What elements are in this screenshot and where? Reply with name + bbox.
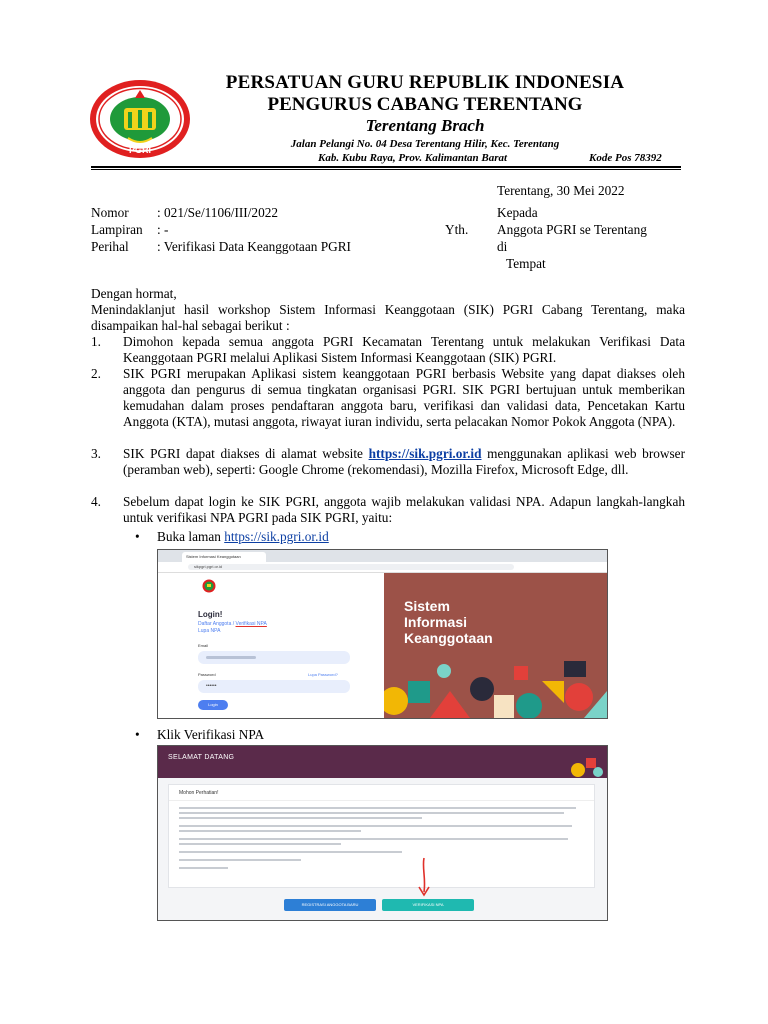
- bullet-text-1: [157, 529, 329, 545]
- bullet1-text: Buka laman: [157, 529, 225, 544]
- welcome-banner: [158, 746, 607, 778]
- meta-value-perihal: : Verifikasi Data Keanggotaan PGRI: [157, 239, 351, 254]
- hero-title-line1: Sistem: [404, 598, 450, 614]
- item-text-2: SIK PGRI merupakan Aplikasi sistem keanggotaan PGRI berbasis Website yang dapat diakses oleh anggota dan pengurus di semua tingkatan organisasi PGRI. SIK PGRI bertujuan untuk memberikan kemudahan dalam proses pendaftaran anggota baru, verifikasi dan validasi data, Pencetakan Kartu Anggota (KTA), mutasi anggota, riwayat iuran individu, serta pelacakan Nomor Pokok Anggota (NPA).: [123, 366, 685, 429]
- address-line1: Jalan Pelangi No. 04 Desa Terentang Hilir, Kec. Terentang: [290, 138, 560, 150]
- org-name-line1: PERSATUAN GURU REPUBLIK INDONESIA: [225, 72, 625, 93]
- meta-label-nomor: Nomor: [91, 205, 129, 220]
- item-text-3: [123, 446, 685, 478]
- item-text-1: Dimohon kepada semua anggota PGRI Kecamatan Terentang untuk melakukan Verifikasi Data Keanggotaan PGRI melalui Aplikasi Sistem Informasi Keanggotaan (SIK) PGRI.: [123, 334, 685, 365]
- login-button[interactable]: Login: [198, 700, 228, 710]
- daftar-anggota-link[interactable]: Daftar Anggota: [198, 621, 232, 627]
- password-input[interactable]: ••••••: [198, 680, 350, 693]
- red-arrow-annotation-icon: [416, 856, 432, 898]
- sik-website-link[interactable]: https://sik.pgri.or.id: [368, 446, 482, 461]
- item-number-1: 1.: [91, 334, 101, 349]
- login-title: Login!: [198, 610, 223, 619]
- intro-paragraph: Menindaklanjut hasil workshop Sistem Informasi Keanggotaan (SIK) PGRI Cabang Terentang, maka disampaikan hal-hal sebagai berikut :: [91, 302, 685, 333]
- browser-address-bar: [158, 562, 607, 573]
- verifikasi-npa-link[interactable]: Verifikasi NPA: [235, 621, 267, 627]
- register-new-member-button[interactable]: REGISTRASI ANGGOTA BARU: [284, 899, 376, 911]
- hero-title-line3: Keanggotaan: [404, 630, 493, 646]
- recipient-di: di: [497, 239, 508, 254]
- bullet-text-2: Klik Verifikasi NPA: [157, 727, 265, 742]
- login-panel: [158, 573, 384, 718]
- hero-title: [404, 598, 493, 646]
- item3-text-after: menggunakan aplikasi web browser (peramban web), seperti: Google Chrome (rekomendasi), Mozilla Firefox, Microsoft Edge, dll.: [123, 446, 685, 477]
- item-number-4: 4.: [91, 494, 101, 509]
- item-number-3: 3.: [91, 446, 101, 461]
- forgot-password-link[interactable]: Lupa Password?: [308, 672, 338, 677]
- hero-pattern-graphic: [384, 661, 607, 718]
- recipient-yth: Yth.: [445, 222, 469, 237]
- letter-date: Terentang, 30 Mei 2022: [497, 183, 625, 198]
- pgri-small-logo-icon: [202, 579, 216, 593]
- password-label: Password: [198, 672, 216, 677]
- greeting: Dengan hormat,: [91, 286, 177, 301]
- address-line2: Kab. Kubu Raya, Prov. Kalimantan Barat: [318, 152, 508, 164]
- pgri-logo: [88, 78, 192, 160]
- meta-label-lampiran: Lampiran: [91, 222, 143, 237]
- banner-title: SELAMAT DATANG: [168, 754, 235, 761]
- meta-value-lampiran: : -: [157, 222, 169, 237]
- postal-code: Kode Pos 78392: [589, 152, 662, 164]
- branch-name: Terentang Brach: [365, 116, 485, 135]
- login-page-screenshot: [157, 549, 608, 719]
- header-divider: [91, 166, 681, 170]
- recipient-name: Anggota PGRI se Terentang: [497, 222, 647, 237]
- notice-title: Mohon Perhatian!: [179, 790, 219, 796]
- sik-page-link[interactable]: https://sik.pgri.or.id: [224, 529, 329, 544]
- notice-divider: [169, 800, 594, 801]
- hero-panel: [384, 573, 607, 718]
- login-links: Daftar Anggota / Verifikasi NPA: [198, 621, 267, 627]
- lupa-npa-link[interactable]: Lupa NPA: [198, 628, 221, 634]
- url-field[interactable]: sikpgri.pgri.or.id: [188, 564, 514, 570]
- notice-card: [168, 784, 595, 888]
- welcome-page-screenshot: [157, 745, 608, 921]
- browser-tab[interactable]: Sistem Informasi Keanggotaan: [182, 552, 266, 562]
- recipient-tempat: Tempat: [506, 256, 546, 271]
- meta-value-nomor: : 021/Se/1106/III/2022: [157, 205, 279, 220]
- verify-npa-button[interactable]: VERIFIKASI NPA: [382, 899, 474, 911]
- bullet-2: •: [135, 727, 140, 742]
- hero-title-line2: Informasi: [404, 614, 468, 630]
- notice-text-lines: [179, 807, 584, 869]
- banner-pattern-graphic: [568, 748, 604, 778]
- email-value-blur: [206, 656, 256, 659]
- recipient-kepada: Kepada: [497, 205, 538, 220]
- meta-label-perihal: Perihal: [91, 239, 129, 254]
- email-label: Email: [198, 643, 209, 648]
- browser-tab-bar: [158, 550, 607, 562]
- item-number-2: 2.: [91, 366, 101, 381]
- org-name-line2: PENGURUS CABANG TERENTANG: [267, 94, 583, 115]
- email-input[interactable]: [198, 651, 350, 664]
- bullet-1: •: [135, 529, 140, 544]
- item-text-4: Sebelum dapat login ke SIK PGRI, anggota wajib melakukan validasi NPA. Adapun langkah-langkah untuk verifikasi NPA PGRI pada SIK PGRI, yaitu:: [123, 494, 685, 525]
- logo-bottom-text: PGRI: [128, 145, 152, 155]
- item3-text-before: SIK PGRI dapat diakses di alamat website: [123, 446, 369, 461]
